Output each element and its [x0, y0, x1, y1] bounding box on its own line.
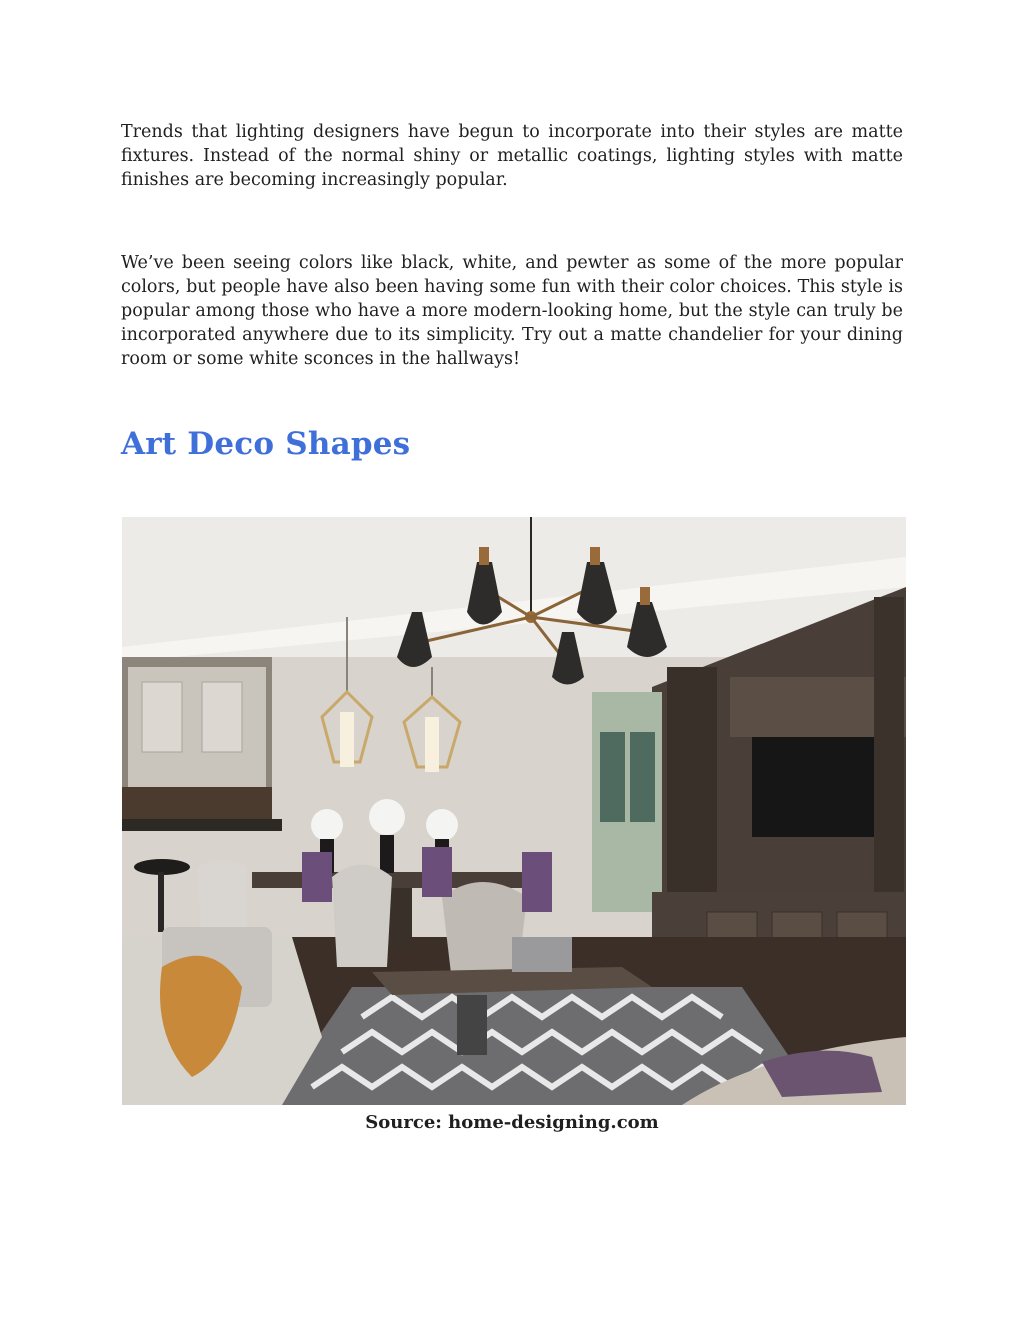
image-caption: Source: home-designing.com	[365, 1112, 659, 1133]
paragraph-matte-fixtures: Trends that lighting designers have begun to incorporate into their styles are matte fixtures. Instead of the normal shiny or metallic coatings, lighting styles with matte finishes are becoming increasingly popular.	[121, 122, 903, 190]
section-heading: Art Deco Shapes	[121, 426, 411, 462]
interior-photo-icon	[122, 517, 906, 1105]
paragraph-colors: We’ve been seeing colors like black, white, and pewter as some of the more popular colors, but people have also been having some fun with their color choices. This style is popular among those who have a more modern-looking home, but the style can truly be incorporated anywhere due to its simplicity. Try out a matte chandelier for your dining room or some white sconces in the hallways!	[121, 253, 903, 369]
interior-photo	[122, 517, 906, 1105]
